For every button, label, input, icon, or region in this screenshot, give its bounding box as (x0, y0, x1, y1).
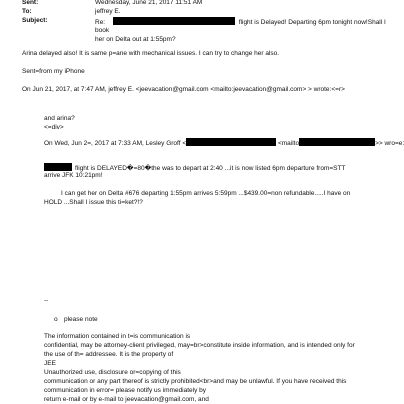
disclaimer-line-7: communication in error= please notify us immediately by (44, 387, 207, 394)
subject-value (95, 17, 395, 44)
subject-text: flight is Delayed! Departing 6pm tonight now!Shall I book (95, 19, 386, 35)
quote-header-2-text: On Wed, Jun 2=, 2017 at 7:33 AM, Lesley Groff < (44, 140, 187, 147)
redaction-box (299, 138, 375, 146)
subject-row (22, 17, 395, 44)
body-paragraph-1: Arina delayed also! It is same p=ane with mechanical issues. I can try to change her also. (22, 50, 280, 57)
to-row (22, 8, 395, 16)
redaction-box (44, 163, 72, 171)
flight-arrive-line: arrive JFK 10:21pm! (44, 172, 103, 179)
sent-label: Sent: (22, 0, 39, 6)
sent-value: Wednesday, June 21, 2017 11:51 AM (95, 0, 203, 6)
quote-div-tag: <=div> (44, 124, 64, 131)
subject-text-line2: her on Delta out at 1:55pm? (95, 35, 176, 43)
disclaimer-line-3: the use of th= addressee. It is the property of (44, 351, 174, 358)
to-value: jeffrey E. (95, 8, 121, 15)
disclaimer-line-1: The information contained in t=is communication is (44, 333, 191, 340)
disclaimer-line-4: JEE (44, 360, 56, 367)
quote-header-2 (44, 138, 404, 148)
to-label: To: (22, 8, 32, 15)
signature-dash: -- (44, 297, 49, 304)
quote-text-arina: and arina? (44, 115, 75, 122)
redaction-box (186, 138, 276, 146)
delta-offer-line: I can get her on Delta #676 departing 1:55pm arrives 5:59pm ...$439.00=non refundable.....I have on (61, 190, 351, 197)
disclaimer-line-6: communication or any part thereof is strictly prohibited<br>and may be unlawful. If you have received this (44, 378, 347, 385)
bullet-icon: o (54, 316, 58, 323)
hold-question-line: HOLD ...Shall I issue this ti=ket?!? (44, 199, 143, 206)
disclaimer-line-2: confidential, may be attorney-client privileged, may=br>constitute inside information, and is intended only for (44, 342, 355, 349)
sent-from-line: Sent=from my iPhone (22, 68, 85, 75)
redaction-box (113, 17, 235, 25)
disclaimer-line-5: Unauthorized use, disclosure or=copying of this (44, 369, 181, 376)
quote-header-2-end: >> wro=e: (375, 140, 404, 147)
quote-header-2-mailto: <mailto (277, 140, 300, 147)
sent-row (22, 0, 395, 7)
disclaimer-line-8: return e-mail or by e-mail to jeevacation@gmail.com, and (44, 396, 209, 403)
please-note: please note (64, 316, 98, 323)
subject-prefix: Re: (95, 19, 106, 26)
subject-label: Subject: (22, 17, 48, 24)
quote-header-1: On Jun 21, 2017, at 7:47 AM, jeffrey E. <jeevacation@gmail.com <mailto:jeevacation@gmail.com> > wrote:<=r> (22, 86, 345, 93)
flight-delay-text: flight is DELAYED�=80�the was to depart at 2:40 ...it is now listed 6pm departure from=STT (75, 165, 346, 172)
